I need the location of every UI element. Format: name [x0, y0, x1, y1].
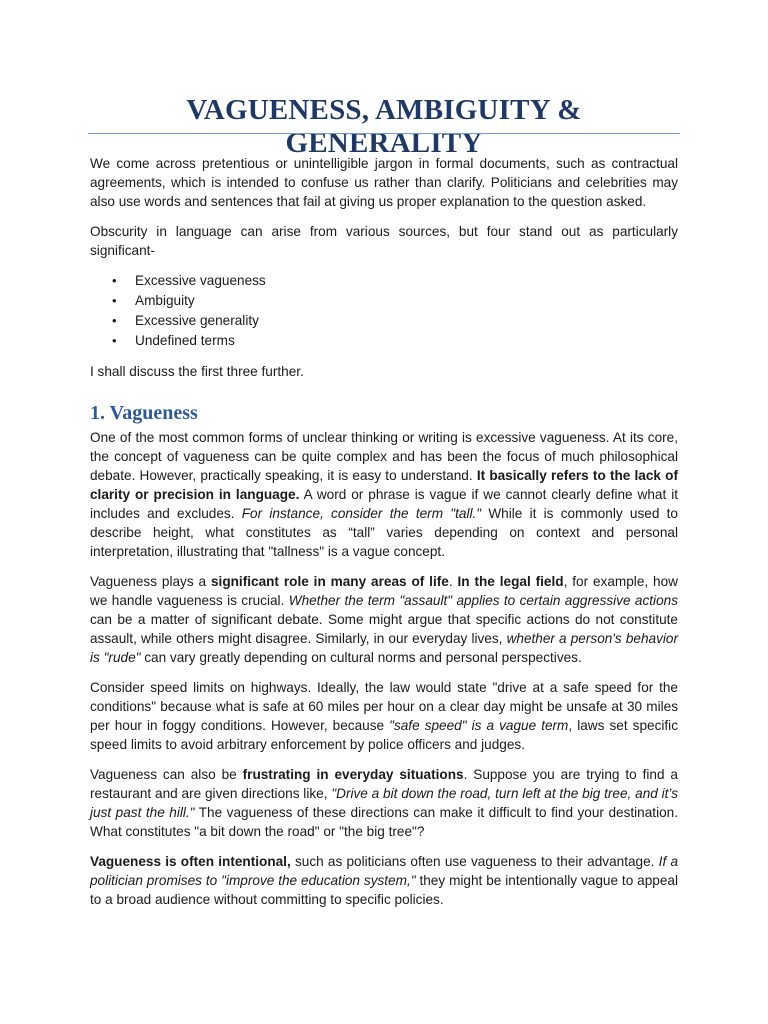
text-run: Vagueness can also be [90, 767, 243, 782]
list-item [90, 331, 678, 351]
list-item-text: Undefined terms [135, 333, 235, 348]
text-run: . [448, 574, 458, 589]
bold-text: In the legal field [457, 574, 564, 589]
list-item-text: Excessive generality [135, 313, 259, 328]
text-run: The vagueness of these directions can make it difficult to find your destination. What constitutes "a bit down the road" or "the big tree"? [90, 805, 678, 839]
intro-paragraph-2: Obscurity in language can arise from various sources, but four stand out as particularly significant- [90, 224, 678, 258]
italic-text: If a politician promises to "improve the education system," [90, 854, 679, 888]
italic-text: "Drive a bit down the road, turn left at the big tree, and it’s just past the hill." [90, 786, 679, 820]
bullet-icon: • [112, 273, 117, 288]
bold-text: frustrating in everyday situations [242, 767, 464, 782]
text-run: While it is commonly used to describe height, what constitutes as “tall” varies depending on context and personal interpretation, illustrating that "tallness" is a vague concept. [90, 506, 678, 559]
list-item-text: Excessive vagueness [135, 273, 266, 288]
discuss-paragraph: I shall discuss the first three further. [90, 364, 304, 379]
text-run: they might be intentionally vague to appeal to a broad audience without committing to specific policies. [90, 873, 678, 907]
text-run: such as politicians often use vagueness to their advantage. [290, 854, 659, 869]
bullet-icon: • [112, 333, 117, 348]
vagueness-paragraph-1 [90, 428, 678, 561]
list-item [90, 291, 678, 311]
intro-paragraph-1: We come across pretentious or unintelligible jargon in formal documents, such as contractual agreements, which is intended to confuse us rather than clarify. Politicians and celebrities may also use words and sentences that fail at giving us proper explanation to the question asked. [90, 156, 678, 209]
list-item-text: Ambiguity [135, 293, 195, 308]
bold-text: It basically refers to the lack of clarity or precision in language. [90, 468, 678, 502]
bullet-icon: • [112, 293, 117, 308]
section-heading-vagueness: 1. Vagueness [90, 402, 198, 424]
list-item [90, 271, 678, 291]
document-title: VAGUENESS, AMBIGUITY & GENERALITY [186, 94, 582, 159]
vagueness-paragraph-3 [90, 678, 678, 754]
bold-text: Vagueness is often intentional, [90, 854, 291, 869]
bullet-icon: • [112, 313, 117, 328]
text-run: . Suppose you are trying to find a restaurant and are given directions like, [90, 767, 678, 801]
italic-text: Whether the term "assault" applies to certain aggressive actions [288, 593, 678, 608]
text-run: Vagueness plays a [90, 574, 211, 589]
text-run: can vary greatly depending on cultural norms and personal perspectives. [140, 650, 582, 665]
title-underline [88, 133, 680, 134]
text-run: Consider speed limits on highways. Ideally, the law would state "drive at a safe speed for the conditions" because what is safe at 60 miles per hour on a clear day might be unsafe at 30 miles per hour in foggy conditions. However, because [90, 680, 678, 733]
vagueness-paragraph-4 [90, 765, 678, 841]
text-run: A word or phrase is vague if we cannot clearly define what it includes and excludes. [90, 487, 679, 521]
italic-text: "safe speed" is a vague term [389, 718, 569, 733]
text-run: , laws set specific speed limits to avoid arbitrary enforcement by police officers and judges. [90, 718, 678, 752]
list-item [90, 311, 678, 331]
sources-list [90, 271, 678, 351]
text-run: One of the most common forms of unclear thinking or writing is excessive vagueness. At its core, the concept of vagueness can be quite complex and has been the focus of much philosophical debate. However, practically speaking, it is easy to understand. [90, 430, 678, 483]
vagueness-paragraph-2 [90, 572, 678, 667]
bold-text: significant role in many areas of life [210, 574, 449, 589]
vagueness-paragraph-5 [90, 852, 678, 909]
document-body [90, 154, 678, 920]
italic-text: For instance, consider the term "tall." [241, 506, 482, 521]
text-run: can be a matter of significant debate. Some might argue that specific actions do not constitute assault, while others might disagree. Similarly, in our everyday lives, [90, 612, 678, 646]
italic-text: whether a person's behavior is "rude" [90, 631, 678, 665]
text-run: , for example, how we handle vagueness is crucial. [90, 574, 678, 608]
